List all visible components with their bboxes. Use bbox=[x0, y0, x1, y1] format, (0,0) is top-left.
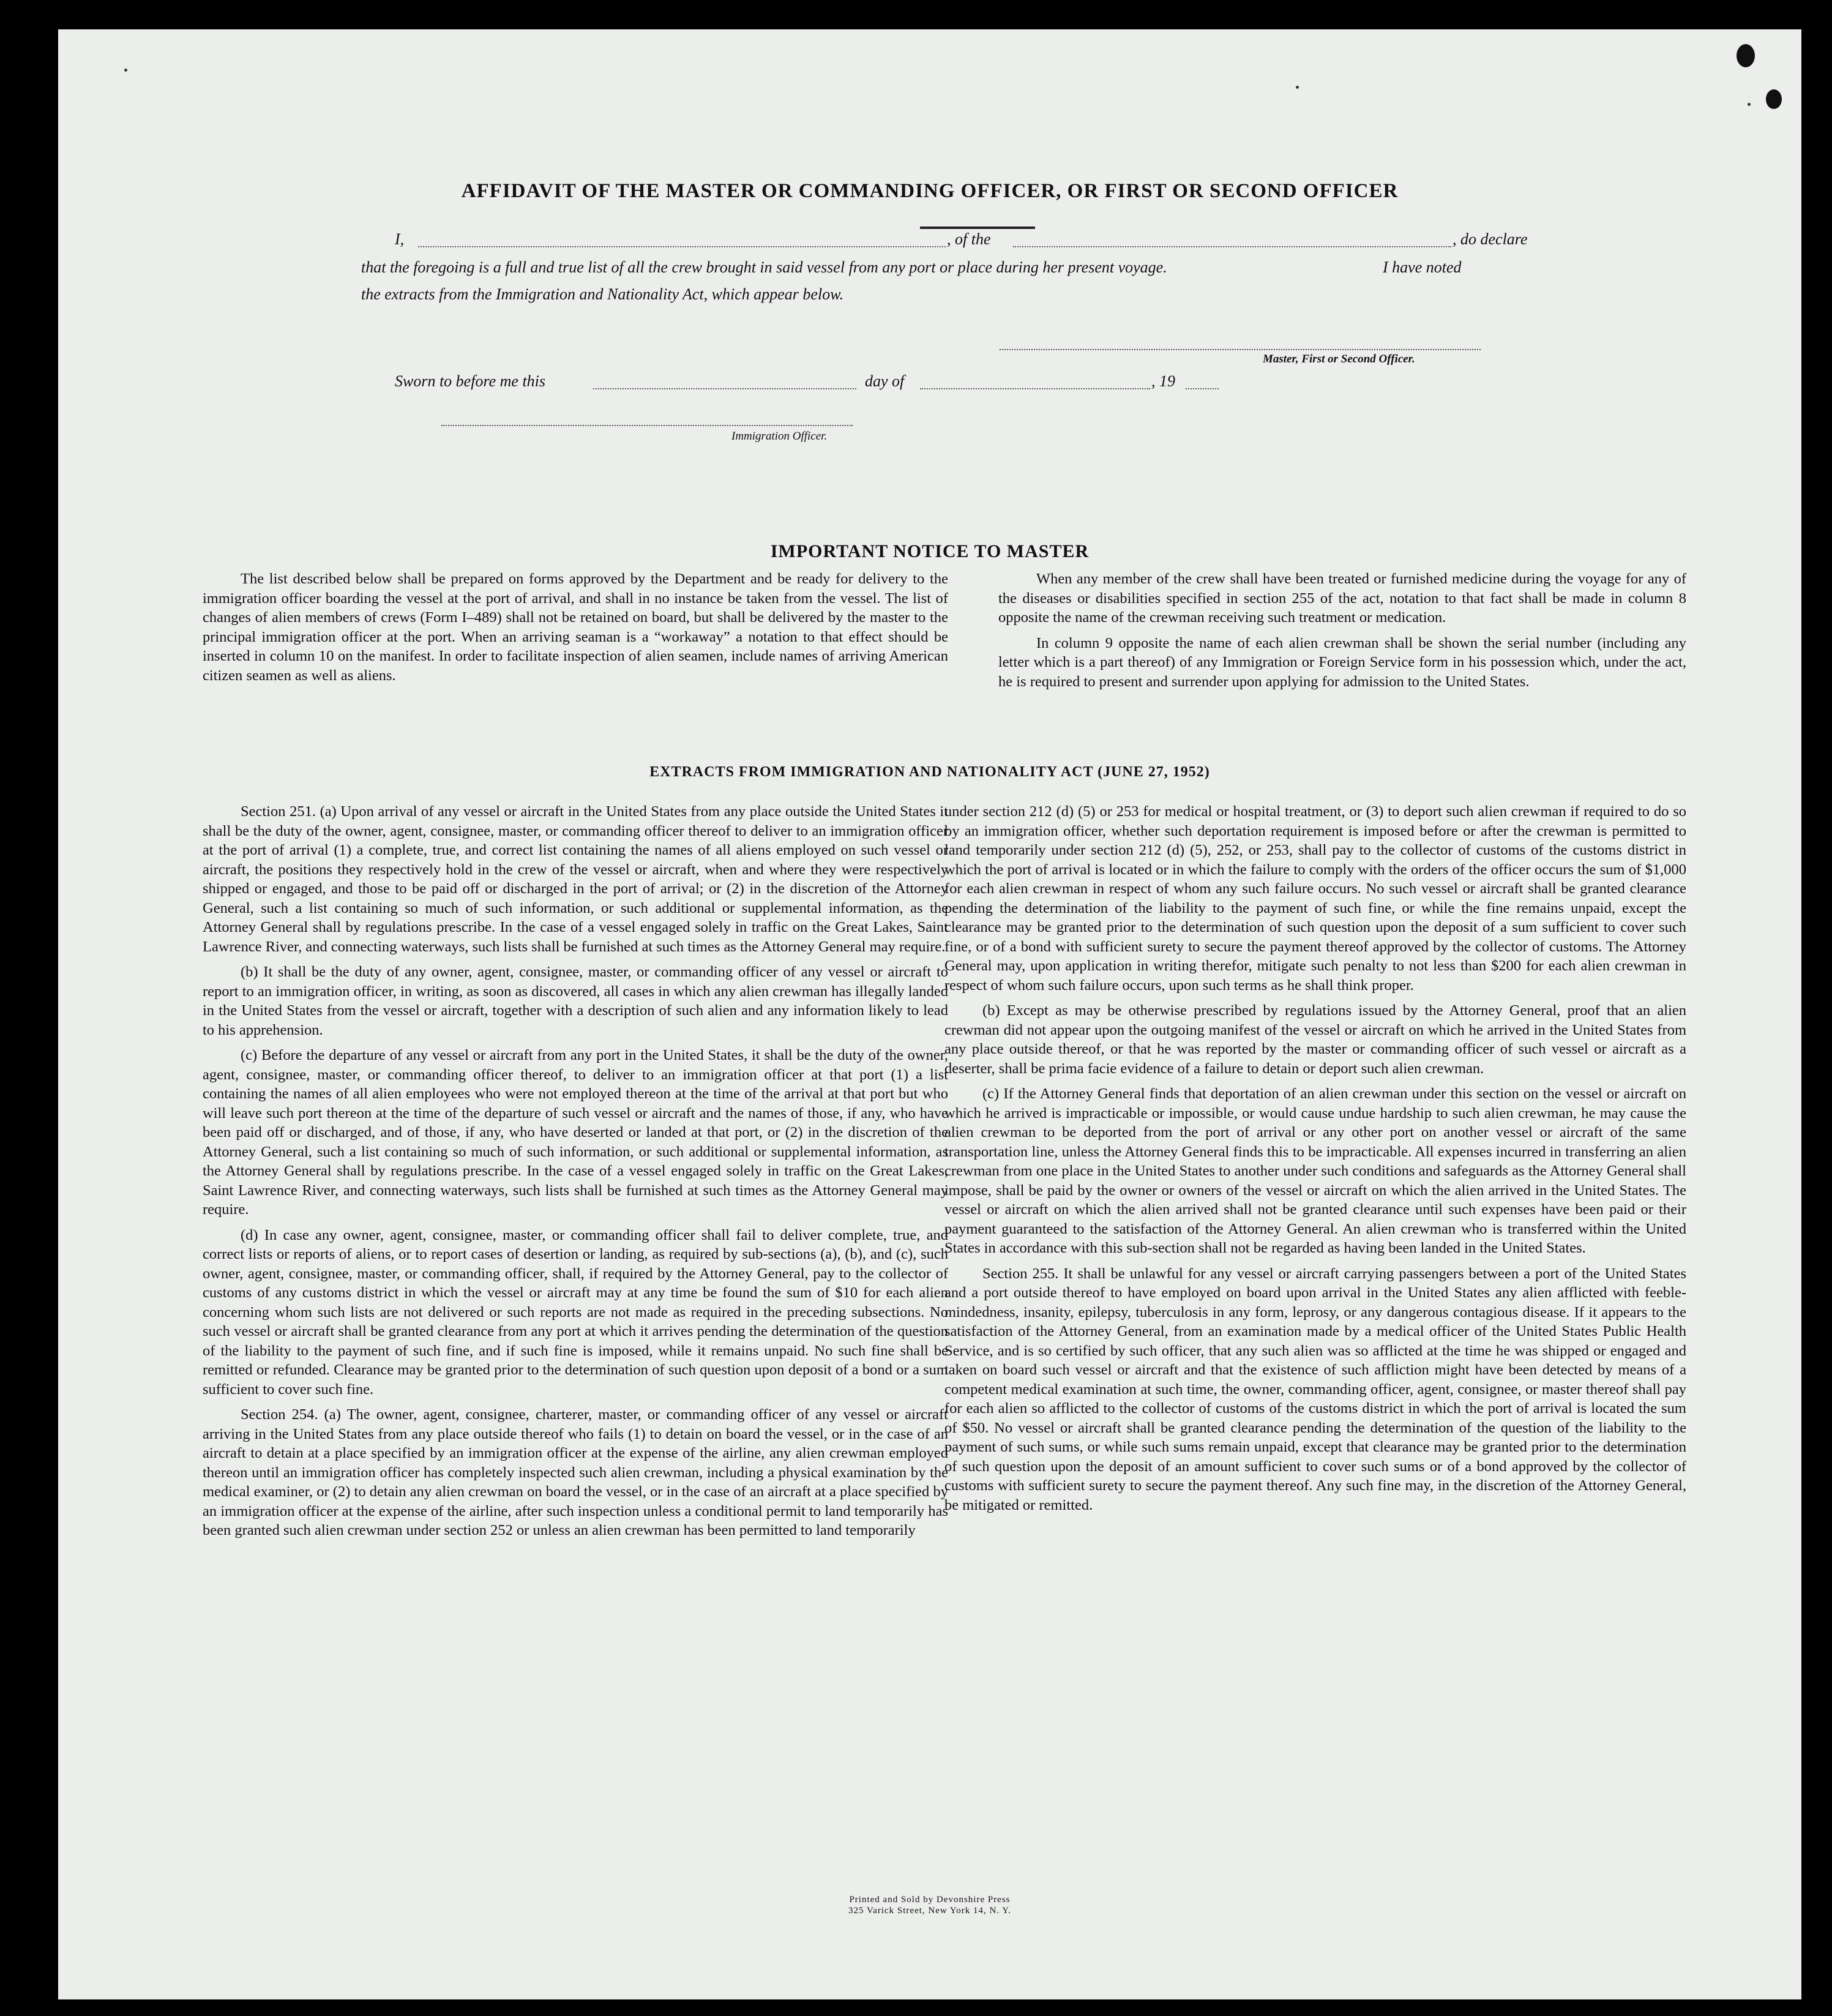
year-label: , 19 bbox=[1151, 372, 1175, 390]
extracts-right-column bbox=[944, 802, 1686, 1521]
name-field[interactable] bbox=[418, 246, 946, 247]
printer-address: 325 Varick Street, New York 14, N. Y. bbox=[848, 1906, 1011, 1916]
extracts-left-column bbox=[203, 802, 948, 1546]
speck bbox=[1748, 103, 1751, 106]
declaration-line2: that the foregoing is a full and true list of all the crew brought in said vessel from any port or place during her present voyage. bbox=[361, 258, 1167, 276]
notice-left-column bbox=[203, 569, 948, 691]
extract-paragraph: Section 254. (a) The owner, agent, consignee, charterer, master, or commanding officer of any vessel or aircraft arriving in the United States from any place outside thereof who fails (1) to detain on board the vessel, or in the case of an aircraft to detain at a place specified by an immigration officer at the expense of the airline, any alien crewman employed thereon until an immigration officer has completely inspected such alien crewman, including a physical examination by the medical examiner, or (2) to detain any alien crewman on board the vessel, or in the case of an aircraft at a place specified by an immigration officer at the expense of the airline, after such inspection unless a conditional permit to land temporarily has been granted such alien crewman under section 252 or unless an alien crewman has been permitted to land temporarily bbox=[203, 1406, 948, 1538]
extracts-title: EXTRACTS FROM IMMIGRATION AND NATIONALITY ACT (JUNE 27, 1952) bbox=[649, 764, 1210, 780]
declaration-line2-end: I have noted bbox=[1383, 258, 1462, 276]
title-rule bbox=[920, 227, 1035, 229]
day-of-label: day of bbox=[865, 372, 905, 390]
sworn-day-field[interactable] bbox=[593, 388, 856, 389]
affidavit-title: AFFIDAVIT OF THE MASTER OR COMMANDING OFFICER, OR FIRST OR SECOND OFFICER bbox=[461, 180, 1399, 202]
officer-signature-field[interactable] bbox=[441, 425, 853, 426]
notice-right-column bbox=[998, 569, 1686, 697]
sworn-label: Sworn to before me this bbox=[395, 372, 546, 390]
extract-paragraph: under section 212 (d) (5) or 253 for medical or hospital treatment, or (3) to deport such alien crewman if required to do so by an immigration officer, whether such deportation requirement is imposed before or after the crewman is permitted to land temporarily under section 212 (d) (5), 252, or 253, shall pay to the collector of customs of the customs district in which the port of arrival is located or in which the failure to comply with the orders of the officer occurs the sum of $1,000 for each alien crewman in respect of whom any such failure occurs. No such vessel or aircraft shall be granted clearance pending the determination of the liability to the payment of such fine, or while the fine remains unpaid, except the clearance may be granted prior to the determination of such question upon the deposit of a sum sufficient to cover such fine, or of a bond with sufficient surety to secure the payment thereof approved by the collector of customs. The Attorney General may, upon application in writing therefor, mitigate such penalty to not less than $200 for each alien crewman in respect of whom such failure occurs, upon such terms as he shall think proper. bbox=[944, 803, 1686, 994]
extract-paragraph: Section 255. It shall be unlawful for any vessel or aircraft carrying passengers between a port of the United States and a port outside thereof to have employed on board upon arrival in the United States any alien afflicted with feeble-mindedness, insanity, epilepsy, tuberculosis in any form, leprosy, or any dangerous contagious disease. If it appears to the satisfaction of the Attorney General, from an examination made by a medical officer of the United States Public Health Service, and is so certified by such officer, that any such alien was so afflicted at the time he was shipped or engaged and taken on board such vessel or aircraft and that the existence of such affliction might have been detected by means of a competent medical examination at such time, the owner, commanding officer, agent, consignee, or master thereof shall pay for each alien so afflicted to the collector of customs of the customs district in which the port of arrival is located the sum of $50. No vessel or aircraft shall be granted clearance pending the determination of the question of the liability to the payment of such sums, or while such sums remain unpaid, except that clearance may be granted prior to the determination of such question upon the deposit of an amount sufficient to cover such sums or of a bond approved by the collector of customs with sufficient surety to secure the payment thereof. Any such fine may, in the discretion of the Attorney General, be mitigated or remitted. bbox=[944, 1265, 1686, 1513]
printer-line: Printed and Sold by Devonshire Press bbox=[849, 1895, 1011, 1905]
notice-paragraph: The list described below shall be prepared on forms approved by the Department and be ready for delivery to the immigration officer boarding the vessel at the port of arrival, and shall in no instance be taken from the vessel. The list of changes of alien members of crews (Form I–489) shall not be retained on board, but shall be delivered by the master to the principal immigration officer at the port. When an arriving seaman is a “workaway” a notation to that effect should be inserted in column 10 on the manifest. In order to facilitate inspection of alien seamen, include names of arriving American citizen seamen as well as aliens. bbox=[203, 571, 948, 684]
sworn-month-field[interactable] bbox=[920, 388, 1150, 389]
extract-paragraph: (d) In case any owner, agent, consignee, master, or commanding officer shall fail to deliver complete, true, and correct lists or reports of aliens, or to report cases of desertion or landing, as required by sub-sections (a), (b), and (c), such owner, agent, consignee, master, or commanding officer, shall, if required by the Attorney General, pay to the collector of customs of any customs district in which the vessel or aircraft may at any time be found the sum of $10 for each alien concerning whom such lists are not delivered or such reports are not made as required in the preceding subsections. No such vessel or aircraft shall be granted clearance from any port at which it arrives pending the determination of the question of the liability to the payment of such fine, and if such fine is imposed, while it remains unpaid. No such fine shall be remitted or refunded. Clearance may be granted prior to the determination of such question upon deposit of a bond or a sum sufficient to cover such fine. bbox=[203, 1226, 948, 1398]
of-the-label: , of the bbox=[947, 230, 991, 248]
notice-paragraph: When any member of the crew shall have been treated or furnished medicine during the voyage for any of the diseases or disabilities specified in section 255 of the act, notation to that fact shall be made in column 8 opposite the name of the crewman receiving such treatment or medication. bbox=[998, 571, 1686, 626]
extract-paragraph: Section 251. (a) Upon arrival of any vessel or aircraft in the United States from any place outside the United States it shall be the duty of the owner, agent, consignee, master, or commanding officer thereof to deliver to an immigration officer at the port of arrival (1) a complete, true, and correct list containing the names of all aliens employed on such vessel or aircraft, the positions they respectively hold in the crew of the vessel or aircraft, when and where they were respectively shipped or engaged, and those to be paid off or discharged in the port of arrival; or (2) in the discretion of the Attorney General, such a list containing so much of such information, or such additional or supplemental information, as the Attorney General shall by regulations prescribe. In the case of a vessel engaged solely in traffic on the Great Lakes, Saint Lawrence River, and connecting waterways, such lists shall be furnished at such times as the Attorney General may require. bbox=[203, 803, 948, 955]
notice-paragraph: In column 9 opposite the name of each alien crewman shall be shown the serial number (including any letter which is a part thereof) of any Immigration or Foreign Service form in his possession which, under the act, he is required to present and surrender upon applying for admission to the United States. bbox=[998, 634, 1686, 690]
speck bbox=[124, 69, 127, 72]
master-caption: Master, First or Second Officer. bbox=[1263, 353, 1415, 365]
printer-imprint bbox=[58, 1894, 1801, 1916]
officer-caption: Immigration Officer. bbox=[731, 430, 828, 443]
declaration-line3: the extracts from the Immigration and Nationality Act, which appear below. bbox=[361, 285, 844, 303]
sworn-year-field[interactable] bbox=[1186, 388, 1219, 389]
ink-blot bbox=[1737, 44, 1755, 67]
i-label: I, bbox=[395, 230, 405, 248]
extract-paragraph: (c) Before the departure of any vessel or aircraft from any port in the United States, it shall be the duty of the owner, agent, consignee, master, or commanding officer thereof, to deliver to an immigration officer at that port (1) a list containing the names of all alien employees who were not employed thereon at the time of the arrival at that port but who will leave such port thereon at the time of the departure of such vessel or aircraft and the names of those, if any, who have been paid off or discharged, and of those, if any, who have deserted or landed at that port, or (2) in the discretion of the Attorney General, such a list containing so much of such information, or such additional or supplemental information, as the Attorney General shall by regulations prescribe. In the case of a vessel engaged solely in traffic on the Great Lakes, Saint Lawrence River, and connecting waterways, such lists shall be furnished at such times as the Attorney General may require. bbox=[203, 1047, 948, 1218]
ink-blot bbox=[1766, 89, 1782, 109]
extract-paragraph: (b) Except as may be otherwise prescribed by regulations issued by the Attorney General, proof that an alien crewman did not appear upon the outgoing manifest of the vessel or aircraft on which he arrived in the United States from any place outside thereof, or that he was reported by the master or commanding officer of such vessel or aircraft as a deserter, shall be prima facie evidence of a failure to detain or deport such alien crewman. bbox=[944, 1002, 1686, 1077]
notice-title: IMPORTANT NOTICE TO MASTER bbox=[770, 541, 1090, 561]
extract-paragraph: (b) It shall be the duty of any owner, agent, consignee, master, or commanding officer of any vessel or aircraft to report to an immigration officer, in writing, as soon as discovered, all cases in which any alien crewman has illegally landed in the United States from the vessel or aircraft, together with a description of such alien and any information likely to lead to his apprehension. bbox=[203, 964, 948, 1038]
do-declare-label: , do declare bbox=[1453, 230, 1528, 248]
master-signature-field[interactable] bbox=[1000, 349, 1481, 350]
form-page bbox=[58, 29, 1801, 1999]
vessel-field[interactable] bbox=[1013, 246, 1451, 247]
speck bbox=[1296, 86, 1299, 89]
extract-paragraph: (c) If the Attorney General finds that deportation of an alien crewman under this section on the vessel or aircraft on which he arrived is impracticable or impossible, or would cause undue hardship to such alien crewman, he may cause the alien crewman to be deported from the port of arrival or any other port on another vessel or aircraft of the same transportation line, unless the Attorney General finds this to be impracticable. All expenses incurred in transferring an alien crewman from one place in the United States to another under such conditions and safeguards as the Attorney General shall impose, shall be paid by the owner or owners of the vessel or aircraft on which the alien arrived in the United States. The vessel or aircraft on which the alien arrived shall not be granted clearance until such expenses have been paid or their payment guaranteed to the satisfaction of the Attorney General. An alien crewman who is transferred within the United States in accordance with this sub-section shall not be regarded as having been landed in the United States. bbox=[944, 1085, 1686, 1256]
